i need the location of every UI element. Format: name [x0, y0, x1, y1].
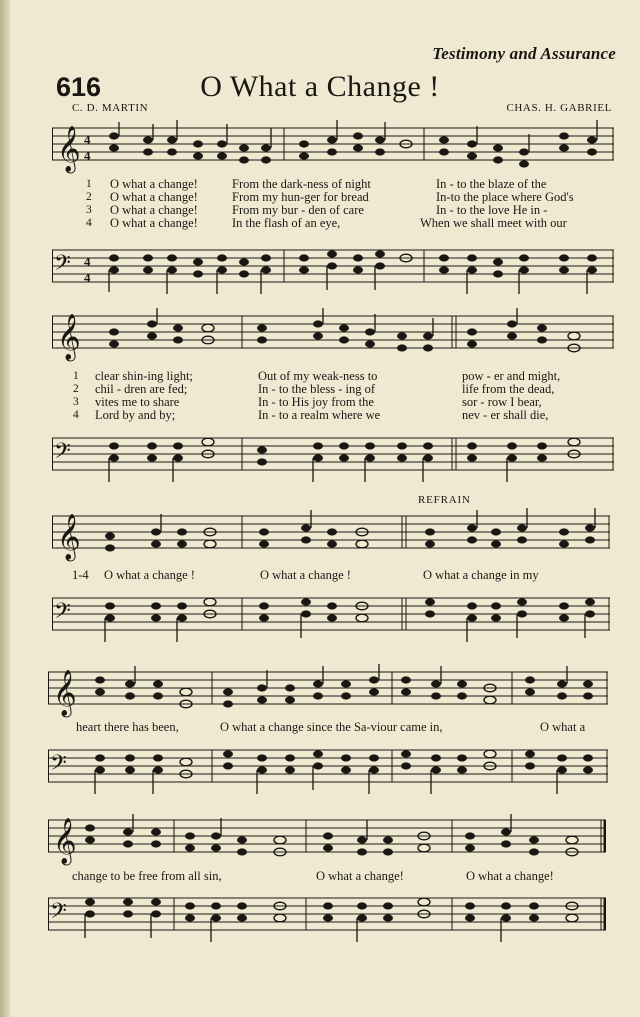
lyric-segment: From my bur - den of care [232, 203, 364, 217]
verse-number: 4 [86, 217, 92, 229]
lyric-segment: O what a change! [110, 216, 198, 230]
treble-staff [48, 664, 608, 724]
verse-number: 1 [73, 370, 79, 382]
svg-text:𝄢: 𝄢 [54, 251, 71, 281]
lyric-segment: From the dark-ness of night [232, 177, 371, 191]
lyric-segment: life from the dead, [462, 382, 555, 396]
svg-text:4: 4 [84, 148, 91, 163]
section-title: Testimony and Assurance [432, 44, 616, 63]
svg-text:4: 4 [84, 254, 91, 269]
hymn-number: 616 [56, 72, 102, 102]
lyric-segment: pow - er and might, [462, 369, 561, 383]
svg-text:𝄞: 𝄞 [53, 670, 77, 716]
verse-number: 3 [73, 396, 79, 408]
lyric-segment: From my hun-ger for bread [232, 190, 369, 204]
svg-text:4: 4 [84, 270, 91, 285]
lyric-segment: O what a change! [110, 203, 198, 217]
verse-number: 2 [73, 383, 79, 395]
bass-staff [48, 884, 606, 948]
lyric-segment: O what a change ! [104, 568, 195, 582]
verse-number: 2 [86, 191, 92, 203]
lyric-segment: In - to the bless - ing of [258, 382, 375, 396]
svg-text:𝄞: 𝄞 [57, 314, 81, 360]
svg-text:𝄞: 𝄞 [53, 818, 77, 864]
verse-number: 3 [86, 204, 92, 216]
verse-number: 1 [86, 178, 92, 190]
bass-staff [48, 736, 608, 800]
lyric-segment: vites me to share [95, 395, 180, 409]
lyric-segment: change to be free from all sin, [72, 869, 222, 883]
lyric-segment: chil - dren are fed; [95, 382, 188, 396]
svg-text:𝄞: 𝄞 [57, 514, 81, 560]
svg-text:𝄢: 𝄢 [50, 899, 67, 929]
lyric-segment: In - to His joy from the [258, 395, 374, 409]
treble-staff [48, 812, 606, 872]
author-credit: C. D. MARTIN [72, 102, 149, 114]
lyric-segment: Out of my weak-ness to [258, 369, 378, 383]
lyric-segment: In - to the blaze of the [436, 177, 547, 191]
lyric-segment: When we shall meet with our [420, 216, 567, 230]
bass-staff [52, 584, 610, 648]
lyric-segment: O what a change! [110, 190, 198, 204]
lyric-segment: In - to the love He in - [436, 203, 548, 217]
lyric-segment: clear shin-ing light; [95, 369, 193, 383]
hymn-title: O What a Change ! [200, 70, 440, 103]
svg-text:𝄞: 𝄞 [57, 126, 81, 172]
page-binding-shadow [0, 0, 10, 1017]
lyric-segment: nev - er shall die, [462, 408, 549, 422]
svg-text:𝄢: 𝄢 [54, 439, 71, 469]
bass-staff [52, 424, 614, 488]
lyric-segment: O what a change! [316, 869, 404, 883]
lyric-segment: heart there has been, [76, 720, 179, 734]
lyric-segment: O what a change since the Sa-viour came in, [220, 720, 443, 734]
composer-credit: CHAS. H. GABRIEL [506, 102, 612, 114]
lyric-segment: O what a [540, 720, 586, 734]
lyric-segment: In-to the place where God's [436, 190, 574, 204]
treble-staff [52, 308, 614, 368]
svg-text:𝄢: 𝄢 [50, 751, 67, 781]
lyric-segment: O what a change! [110, 177, 198, 191]
svg-text:4: 4 [84, 132, 91, 147]
lyric-segment: O what a change! [466, 869, 554, 883]
treble-staff [52, 120, 614, 180]
lyric-segment: O what a change ! [260, 568, 351, 582]
refrain-verse-label: 1-4 [72, 568, 89, 582]
lyric-segment: O what a change in my [423, 568, 539, 582]
bass-staff [52, 236, 614, 300]
lyric-segment: In - to a realm where we [258, 408, 381, 422]
lyric-segment: In the flash of an eye, [232, 216, 341, 230]
lyric-segment: sor - row I bear, [462, 395, 542, 409]
verse-number: 4 [73, 409, 79, 421]
svg-text:𝄢: 𝄢 [54, 599, 71, 629]
refrain-label: REFRAIN [418, 494, 471, 506]
treble-staff [52, 508, 610, 568]
lyric-segment: Lord by and by; [95, 408, 176, 422]
